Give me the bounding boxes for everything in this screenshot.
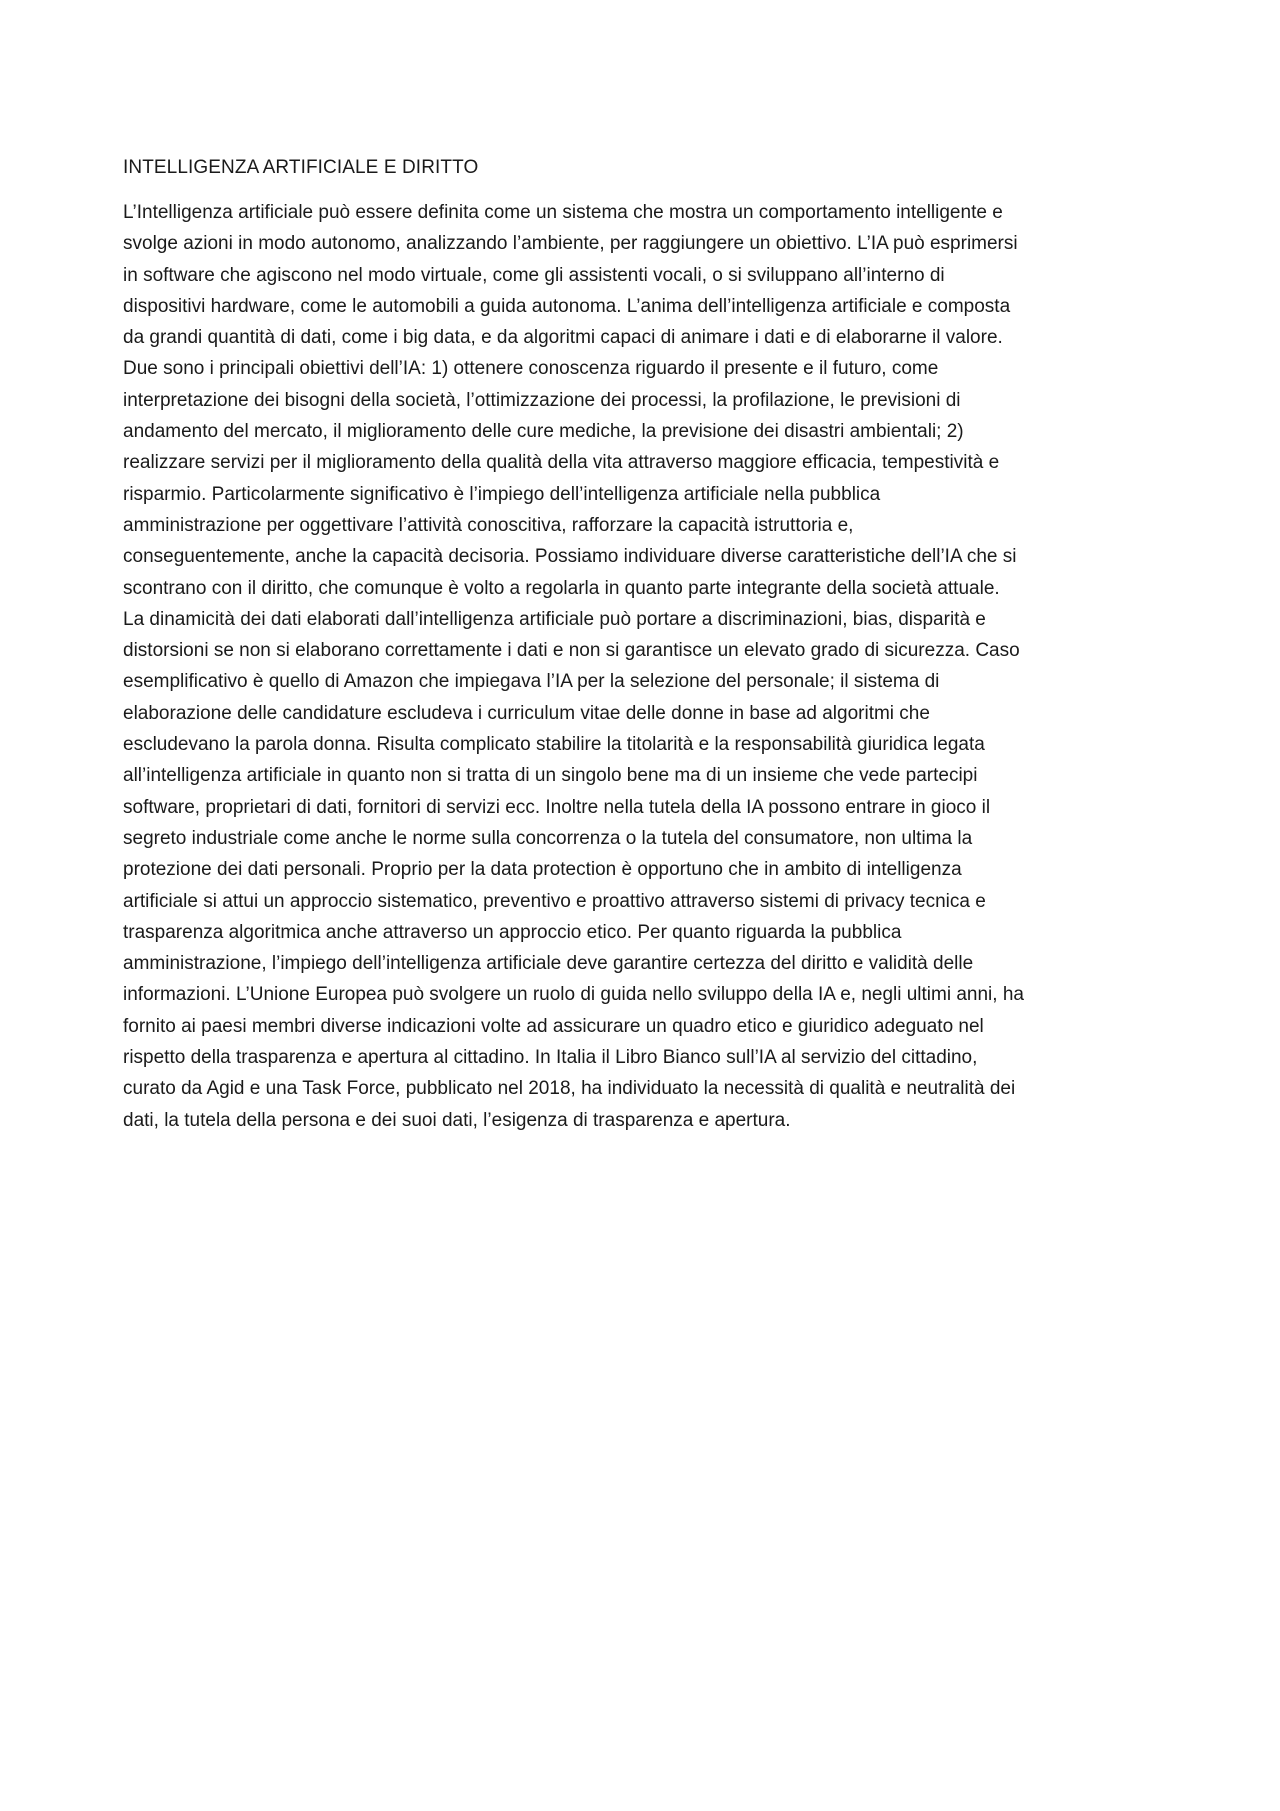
body-line: da grandi quantità di dati, come i big data, e da algoritmi capaci di animare i dati e di elaborarne il valore. bbox=[123, 327, 1003, 349]
body-line: all’intelligenza artificiale in quanto non si tratta di un singolo bene ma di un insieme che vede partecipi bbox=[123, 765, 978, 787]
body-line: L’Intelligenza artificiale può essere definita come un sistema che mostra un comportamento intelligente e bbox=[123, 202, 1003, 223]
body-line: fornito ai paesi membri diverse indicazioni volte ad assicurare un quadro etico e giuridico adeguato nel bbox=[123, 1015, 984, 1037]
body-line: amministrazione, l’impiego dell’intelligenza artificiale deve garantire certezza del diritto e validità delle bbox=[123, 953, 974, 975]
body-line: conseguentemente, anche la capacità decisoria. Possiamo individuare diverse caratteristiche dell’IA che si bbox=[123, 546, 1017, 568]
body-line: realizzare servizi per il miglioramento della qualità della vita attraverso maggiore efficacia, tempestività e bbox=[123, 452, 1000, 474]
body-line: scontrano con il diritto, che comunque è volto a regolarla in quanto parte integrante della società attuale. bbox=[123, 577, 1000, 599]
body-line: La dinamicità dei dati elaborati dall’intelligenza artificiale può portare a discriminazioni, bias, disparità e bbox=[123, 608, 986, 630]
body-line: esemplificativo è quello di Amazon che impiegava l’IA per la selezione del personale; il sistema di bbox=[123, 671, 940, 693]
body-line: interpretazione dei bisogni della società, l’ottimizzazione dei processi, la profilazione, le previsioni di bbox=[123, 389, 961, 411]
body-line: svolge azioni in modo autonomo, analizzando l’ambiente, per raggiungere un obiettivo. L’IA può esprimersi bbox=[123, 233, 1018, 255]
body-line: escludevano la parola donna. Risulta complicato stabilire la titolarità e la responsabilità giuridica legata bbox=[123, 734, 985, 756]
body-line: software, proprietari di dati, fornitori di servizi ecc. Inoltre nella tutela della IA possono entrare in gioco il bbox=[123, 796, 991, 818]
body-line: in software che agiscono nel modo virtuale, come gli assistenti vocali, o si sviluppano all’interno di bbox=[123, 264, 945, 286]
document-content bbox=[123, 152, 1171, 1136]
body-line: andamento del mercato, il miglioramento delle cure mediche, la previsione dei disastri ambientali; 2) bbox=[123, 421, 964, 443]
body-line: Due sono i principali obiettivi dell’IA: 1) ottenere conoscenza riguardo il presente e il futuro, come bbox=[123, 358, 939, 380]
body-line: rispetto della trasparenza e apertura al cittadino. In Italia il Libro Bianco sull’IA al servizio del cittadino, bbox=[123, 1047, 978, 1069]
body-line: dati, la tutela della persona e dei suoi dati, l’esigenza di trasparenza e apertura. bbox=[123, 1109, 791, 1131]
body-line: amministrazione per oggettivare l’attività conoscitiva, rafforzare la capacità istruttoria e, bbox=[123, 514, 854, 536]
body-line: segreto industriale come anche le norme sulla concorrenza o la tutela del consumatore, non ultima la bbox=[123, 827, 973, 849]
body-line: dispositivi hardware, come le automobili a guida autonoma. L’anima dell’intelligenza artificiale e composta bbox=[123, 295, 1011, 317]
body-line: artificiale si attui un approccio sistematico, preventivo e proattivo attraverso sistemi di privacy tecnica e bbox=[123, 890, 986, 912]
body-line: curato da Agid e una Task Force, pubblicato nel 2018, ha individuato la necessità di qualità e neutralità dei bbox=[123, 1078, 1016, 1100]
body-line: trasparenza algoritmica anche attraverso un approccio etico. Per quanto riguarda la pubblica bbox=[123, 921, 902, 943]
body-line: informazioni. L’Unione Europea può svolgere un ruolo di guida nello sviluppo della IA e, negli ultimi anni, ha bbox=[123, 984, 1024, 1006]
body-line: protezione dei dati personali. Proprio per la data protection è opportuno che in ambito di intelligenza bbox=[123, 859, 962, 881]
body-line: elaborazione delle candidature escludeva i curriculum vitae delle donne in base ad algoritmi che bbox=[123, 702, 930, 724]
document-body bbox=[123, 197, 1171, 1136]
body-line: distorsioni se non si elaborano correttamente i dati e non si garantisce un elevato grado di sicurezza. Caso bbox=[123, 640, 1020, 662]
body-line: risparmio. Particolarmente significativo è l’impiego dell’intelligenza artificiale nella pubblica bbox=[123, 483, 881, 505]
document-title: INTELLIGENZA ARTIFICIALE E DIRITTO bbox=[123, 157, 479, 178]
